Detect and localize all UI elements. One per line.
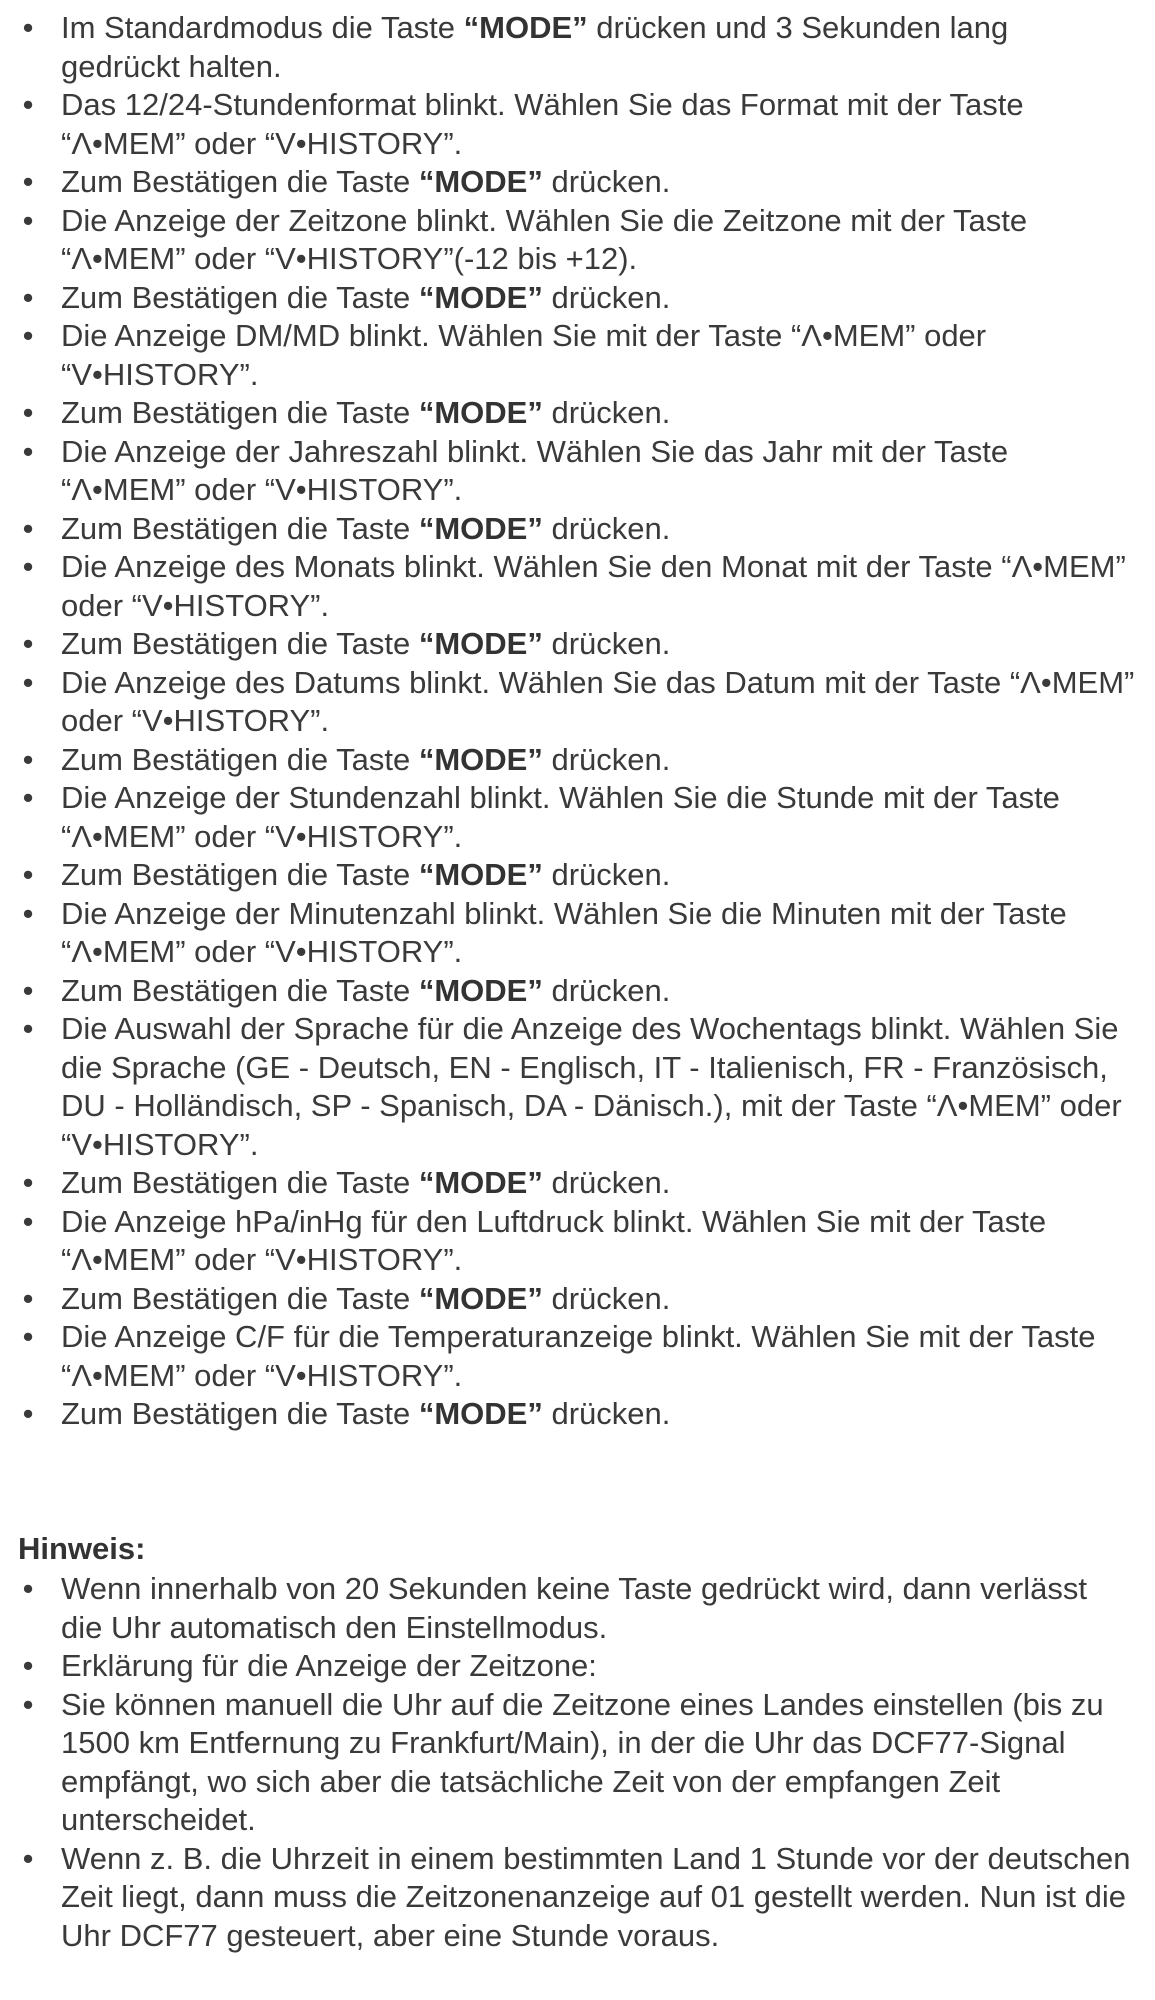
instruction-item <box>0 1203 1155 1280</box>
instruction-item <box>0 895 1155 972</box>
bullet-icon <box>18 394 38 433</box>
key-name: “MODE” <box>418 1396 543 1431</box>
instruction-text: drücken. <box>542 972 671 1008</box>
instruction-item <box>0 856 1155 895</box>
instruction-item <box>0 741 1155 780</box>
instruction-item <box>0 664 1155 741</box>
note-item <box>0 1840 1155 1956</box>
bullet-icon <box>18 1647 38 1686</box>
bullet-icon <box>18 1686 38 1725</box>
instruction-item <box>0 1318 1155 1395</box>
instruction-text: drücken. <box>542 510 671 546</box>
bullet-icon <box>18 317 38 356</box>
instruction-text: Die Anzeige C/F für die Temperaturanzeige blinkt. Wählen Sie mit der Taste “Λ•MEM” oder “V•HISTORY”. <box>61 1319 1096 1393</box>
note-text: Wenn innerhalb von 20 Sekunden keine Taste gedrückt wird, dann verlässt die Uhr automatisch den Einstellmodus. <box>61 1571 1087 1645</box>
bullet-icon <box>18 741 38 780</box>
key-name: “MODE” <box>418 279 543 315</box>
instruction-item <box>0 394 1155 433</box>
key-name: “MODE” <box>463 10 588 45</box>
instruction-text: Im Standardmodus die Taste <box>61 10 464 45</box>
bullet-icon <box>18 510 38 549</box>
instruction-text: drücken. <box>542 857 671 892</box>
key-name: “MODE” <box>418 164 543 199</box>
bullet-icon <box>18 86 38 125</box>
instruction-text: Die Anzeige des Datums blinkt. Wählen Sie das Datum mit der Taste “Λ•MEM” oder “V•HISTORY”. <box>61 664 1135 738</box>
instruction-item <box>0 625 1155 664</box>
bullet-icon <box>18 664 38 703</box>
instruction-item <box>0 1280 1155 1319</box>
instruction-item <box>0 1395 1155 1434</box>
bullet-icon <box>18 779 38 818</box>
bullet-icon <box>18 972 38 1011</box>
instruction-text: drücken. <box>542 1165 671 1200</box>
bullet-icon <box>18 856 38 895</box>
note-text: Erklärung für die Anzeige der Zeitzone: <box>61 1648 597 1683</box>
instruction-text: Die Anzeige der Zeitzone blinkt. Wählen Sie die Zeitzone mit der Taste “Λ•MEM” oder “V•HISTORY”(-12 bis +12). <box>61 202 1028 276</box>
instruction-text: Zum Bestätigen die Taste <box>61 741 419 777</box>
instruction-item <box>0 548 1155 625</box>
instruction-text: Zum Bestätigen die Taste <box>61 164 419 199</box>
instruction-list <box>0 9 1155 1434</box>
instruction-text: Zum Bestätigen die Taste <box>61 510 419 546</box>
instruction-text: Zum Bestätigen die Taste <box>61 1396 419 1431</box>
instruction-text: drücken. <box>542 1280 671 1316</box>
instruction-item <box>0 779 1155 856</box>
note-heading: Hinweis: <box>18 1531 146 1566</box>
instruction-text: Die Auswahl der Sprache für die Anzeige des Wochentags blinkt. Wählen Sie die Sprache (GE - Deutsch, EN - Englisch, IT - Italienisch, FR - Französisch, DU - Holländisch, SP - Spanisch, DA - Dänisch.), mit der Taste “Λ•MEM” oder “V•HISTORY”. <box>61 1011 1122 1162</box>
instruction-item <box>0 433 1155 510</box>
instruction-text: Die Anzeige DM/MD blinkt. Wählen Sie mit der Taste “Λ•MEM” oder “V•HISTORY”. <box>61 318 987 392</box>
instruction-text: drücken. <box>542 164 671 199</box>
key-name: “MODE” <box>418 741 543 777</box>
note-item <box>0 1686 1155 1840</box>
bullet-icon <box>18 1840 38 1879</box>
bullet-icon <box>18 1203 38 1242</box>
key-name: “MODE” <box>418 1165 543 1200</box>
bullet-icon <box>18 433 38 472</box>
instruction-item <box>0 9 1155 86</box>
bullet-icon <box>18 1010 38 1049</box>
instruction-item <box>0 510 1155 549</box>
instruction-text: Zum Bestätigen die Taste <box>61 279 419 315</box>
instruction-text: Zum Bestätigen die Taste <box>61 1280 419 1316</box>
instruction-text: Zum Bestätigen die Taste <box>61 857 419 892</box>
bullet-icon <box>18 279 38 318</box>
instruction-item <box>0 1164 1155 1203</box>
instruction-item <box>0 317 1155 394</box>
instruction-text: Zum Bestätigen die Taste <box>61 972 419 1008</box>
instruction-text: drücken. <box>542 395 671 430</box>
instruction-text: drücken. <box>542 741 671 777</box>
bullet-icon <box>18 9 38 48</box>
bullet-icon <box>18 1280 38 1319</box>
bullet-icon <box>18 895 38 934</box>
note-list <box>0 1570 1155 1955</box>
bullet-icon <box>18 163 38 202</box>
instruction-text: Die Anzeige der Jahreszahl blinkt. Wählen Sie das Jahr mit der Taste “Λ•MEM” oder “V•HISTORY”. <box>61 433 1009 507</box>
instruction-item <box>0 972 1155 1011</box>
bullet-icon <box>18 1570 38 1609</box>
instruction-text: Die Anzeige der Minutenzahl blinkt. Wählen Sie die Minuten mit der Taste “Λ•MEM” oder “V•HISTORY”. <box>61 895 1067 969</box>
instruction-text: Die Anzeige des Monats blinkt. Wählen Sie den Monat mit der Taste “Λ•MEM” oder “V•HISTORY”. <box>61 549 1126 623</box>
bullet-icon <box>18 1395 38 1434</box>
instruction-item <box>0 202 1155 279</box>
bullet-icon <box>18 625 38 664</box>
instruction-item <box>0 1010 1155 1164</box>
bullet-icon <box>18 1164 38 1203</box>
instruction-text: drücken. <box>542 626 671 661</box>
bullet-icon <box>18 548 38 587</box>
key-name: “MODE” <box>418 626 543 661</box>
bullet-icon <box>18 202 38 241</box>
note-text: Sie können manuell die Uhr auf die Zeitzone eines Landes einstellen (bis zu 1500 km Entfernung zu Frankfurt/Main), in der die Uhr das DCF77-Signal empfängt, wo sich aber die tatsächliche Zeit von der empfangen Zeit unterscheidet. <box>61 1686 1104 1837</box>
instruction-text: drücken und 3 Sekunden lang gedrückt halten. <box>61 10 1009 84</box>
key-name: “MODE” <box>418 1280 543 1316</box>
instruction-text: drücken. <box>542 279 671 315</box>
instruction-text: Die Anzeige hPa/inHg für den Luftdruck blinkt. Wählen Sie mit der Taste “Λ•MEM” oder “V•HISTORY”. <box>61 1203 1047 1277</box>
bullet-icon <box>18 1318 38 1357</box>
key-name: “MODE” <box>418 395 543 430</box>
instruction-text: Die Anzeige der Stundenzahl blinkt. Wählen Sie die Stunde mit der Taste “Λ•MEM” oder “V•HISTORY”. <box>61 780 1060 854</box>
key-name: “MODE” <box>418 857 543 892</box>
instruction-item <box>0 86 1155 163</box>
instruction-text: drücken. <box>542 1396 671 1431</box>
instruction-text: Zum Bestätigen die Taste <box>61 395 419 430</box>
note-item <box>0 1570 1155 1647</box>
note-item <box>0 1647 1155 1686</box>
instruction-text: Zum Bestätigen die Taste <box>61 626 419 661</box>
note-text: Wenn z. B. die Uhrzeit in einem bestimmten Land 1 Stunde vor der deutschen Zeit liegt, dann muss die Zeitzonenanzeige auf 01 gestellt werden. Nun ist die Uhr DCF77 gesteuert, aber eine Stunde voraus. <box>61 1840 1131 1953</box>
key-name: “MODE” <box>418 972 543 1008</box>
instruction-text: Zum Bestätigen die Taste <box>61 1165 419 1200</box>
key-name: “MODE” <box>418 510 543 546</box>
instruction-text: Das 12/24-Stundenformat blinkt. Wählen Sie das Format mit der Taste “Λ•MEM” oder “V•HISTORY”. <box>61 87 1024 161</box>
instruction-item <box>0 163 1155 202</box>
instruction-item <box>0 279 1155 318</box>
